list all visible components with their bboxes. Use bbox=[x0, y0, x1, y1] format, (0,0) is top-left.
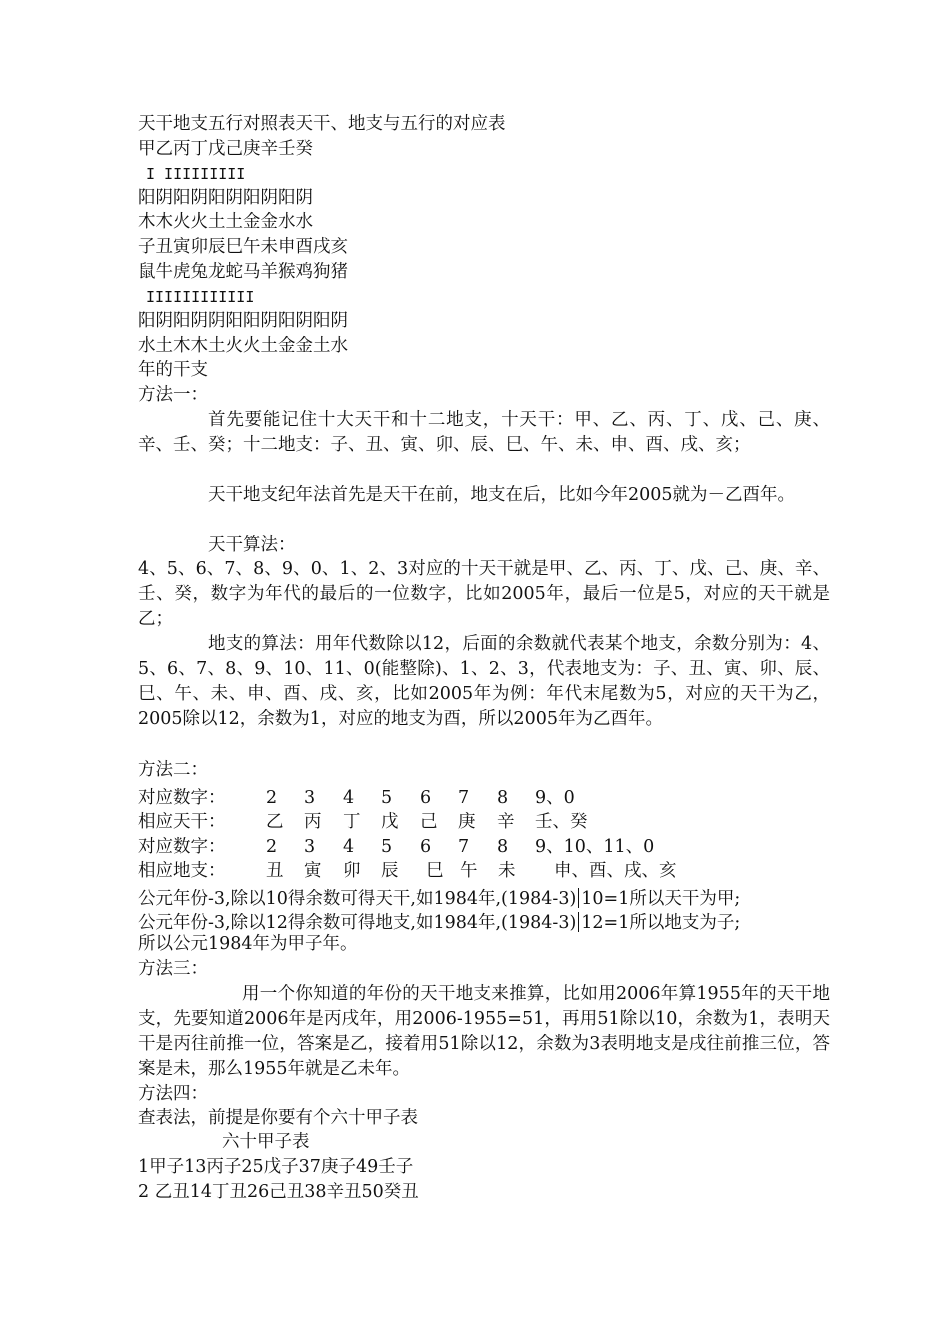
row-value: 辰 bbox=[381, 861, 399, 881]
row-value: 庚 bbox=[458, 812, 476, 832]
row-value: 8 bbox=[497, 788, 509, 808]
row-value: 5 bbox=[381, 788, 393, 808]
doc-title: 天干地支五行对照表天干、地支与五行的对应表 bbox=[138, 114, 506, 134]
row-label: 对应数字： bbox=[138, 837, 226, 857]
row-value: 3 bbox=[304, 788, 316, 808]
method4-heading: 方法四： bbox=[138, 1084, 208, 1104]
row-value: 7 bbox=[458, 837, 470, 857]
method1-paragraph-2: 天干地支纪年法首先是天干在前，地支在后，比如今年2005就为－乙酉年。 bbox=[208, 485, 796, 505]
formula-text: 公元年份-3,除以12得余数可得地支,如1984年,(1984-3) bbox=[138, 913, 577, 933]
branches-yinyang: 阳阴阳阴阴阳阳阴阳阴阳阴 bbox=[138, 311, 348, 331]
row-value: 申、酉、戌、亥 bbox=[554, 861, 677, 881]
row-value: 巳 bbox=[426, 861, 444, 881]
method1-stem-title: 天干算法： bbox=[208, 535, 296, 555]
row-value: 丙 bbox=[304, 812, 322, 832]
method1-branch-body: 地支的算法：用年代数除以12，后面的余数就代表某个地支，余数分别为：4、5、6、7、8、9、10、11、0(能整除)、1、2、3，代表地支为：子、丑、寅、卯、辰、巳、午、未、申、酉、戌、亥，比如2005年为例：年代末尾数为5，对应的天干为乙，2005除以12，余数为1，对应的地支为酉，所以2005年为乙酉年。 bbox=[138, 634, 830, 729]
row-value: 4 bbox=[343, 788, 355, 808]
method2-conclusion: 所以公元1984年为甲子年。 bbox=[138, 934, 358, 954]
row-value: 9、0 bbox=[535, 788, 575, 808]
method2-row-numbers-1 bbox=[138, 790, 838, 810]
divide-bar bbox=[578, 888, 579, 908]
row-label: 相应地支： bbox=[138, 861, 226, 881]
divide-bar bbox=[578, 912, 579, 932]
method2-heading: 方法二： bbox=[138, 760, 208, 780]
method2-formula-1 bbox=[138, 888, 740, 909]
row-value: 2 bbox=[266, 788, 278, 808]
row-value: 乙 bbox=[266, 812, 284, 832]
stems-elements: 木木火火土土金金水水 bbox=[138, 212, 313, 232]
stems-bars: I IIIIIIIII bbox=[146, 165, 246, 183]
row-value: 未 bbox=[498, 861, 516, 881]
method3-heading: 方法三： bbox=[138, 959, 208, 979]
stems-row: 甲乙丙丁戊己庚辛壬癸 bbox=[138, 139, 313, 159]
formula-text: 10=1所以天干为甲; bbox=[581, 889, 741, 909]
method1-stem-body: 4、5、6、7、8、9、0、1、2、3对应的十天干就是甲、乙、丙、丁、戊、己、庚、辛、壬、癸，数字为年代的最后的一位数字，比如2005年，最后一位是5，对应的天干就是乙； bbox=[138, 559, 830, 629]
row-label: 对应数字： bbox=[138, 788, 226, 808]
table-row: 2 乙丑14丁丑26己丑38辛丑50癸丑 bbox=[138, 1182, 419, 1202]
year-heading: 年的干支 bbox=[138, 360, 208, 380]
row-value: 6 bbox=[420, 788, 432, 808]
row-label: 相应天干： bbox=[138, 812, 226, 832]
row-value: 午 bbox=[460, 861, 478, 881]
row-value: 壬、癸 bbox=[535, 812, 588, 832]
table-row: 1甲子13丙子25戊子37庚子49壬子 bbox=[138, 1157, 414, 1177]
method2-row-branches bbox=[138, 863, 838, 883]
row-value: 8 bbox=[497, 837, 509, 857]
table-title: 六十甲子表 bbox=[222, 1132, 310, 1152]
method2-row-stems bbox=[138, 814, 838, 834]
row-value: 辛 bbox=[497, 812, 515, 832]
method1-heading: 方法一： bbox=[138, 385, 208, 405]
animals-row: 鼠牛虎兔龙蛇马羊猴鸡狗猪 bbox=[138, 262, 348, 282]
row-value: 戊 bbox=[381, 812, 399, 832]
row-value: 9、10、11、0 bbox=[535, 837, 655, 857]
method1-paragraph-1: 首先要能记住十大天干和十二地支，十天干：甲、乙、丙、丁、戊、己、庚、辛、壬、癸；十二地支：子、丑、寅、卯、辰、巳、午、未、申、酉、戌、亥； bbox=[138, 410, 830, 455]
formula-text: 12=1所以地支为子; bbox=[581, 913, 741, 933]
row-value: 3 bbox=[304, 837, 316, 857]
row-value: 6 bbox=[420, 837, 432, 857]
row-value: 丁 bbox=[343, 812, 361, 832]
row-value: 己 bbox=[420, 812, 438, 832]
row-value: 卯 bbox=[343, 861, 361, 881]
method4-intro: 查表法，前提是你要有个六十甲子表 bbox=[138, 1108, 418, 1128]
method3-body: 用一个你知道的年份的天干地支来推算，比如用2006年算1955年的天干地支，先要知道2006年是丙戌年，用2006-1955=51，再用51除以10，余数为1，表明天干是丙往前推一位，答案是乙，接着用51除以12，余数为3表明地支是戌往前推三位，答案是未，那么1955年就是乙未年。 bbox=[138, 984, 830, 1079]
row-value: 丑 bbox=[266, 861, 284, 881]
row-value: 7 bbox=[458, 788, 470, 808]
method2-row-numbers-2 bbox=[138, 839, 838, 859]
formula-text: 公元年份-3,除以10得余数可得天干,如1984年,(1984-3) bbox=[138, 889, 577, 909]
branches-elements: 水土木木土火火土金金土水 bbox=[138, 336, 348, 356]
method2-formula-2 bbox=[138, 912, 740, 933]
branches-row: 子丑寅卯辰巳午未申酉戌亥 bbox=[138, 237, 348, 257]
row-value: 寅 bbox=[304, 861, 322, 881]
row-value: 4 bbox=[343, 837, 355, 857]
row-value: 2 bbox=[266, 837, 278, 857]
branches-bars: IIIIIIIIIIII bbox=[146, 288, 255, 306]
row-value: 5 bbox=[381, 837, 393, 857]
stems-yinyang: 阳阴阳阴阳阴阳阴阳阴 bbox=[138, 188, 313, 208]
